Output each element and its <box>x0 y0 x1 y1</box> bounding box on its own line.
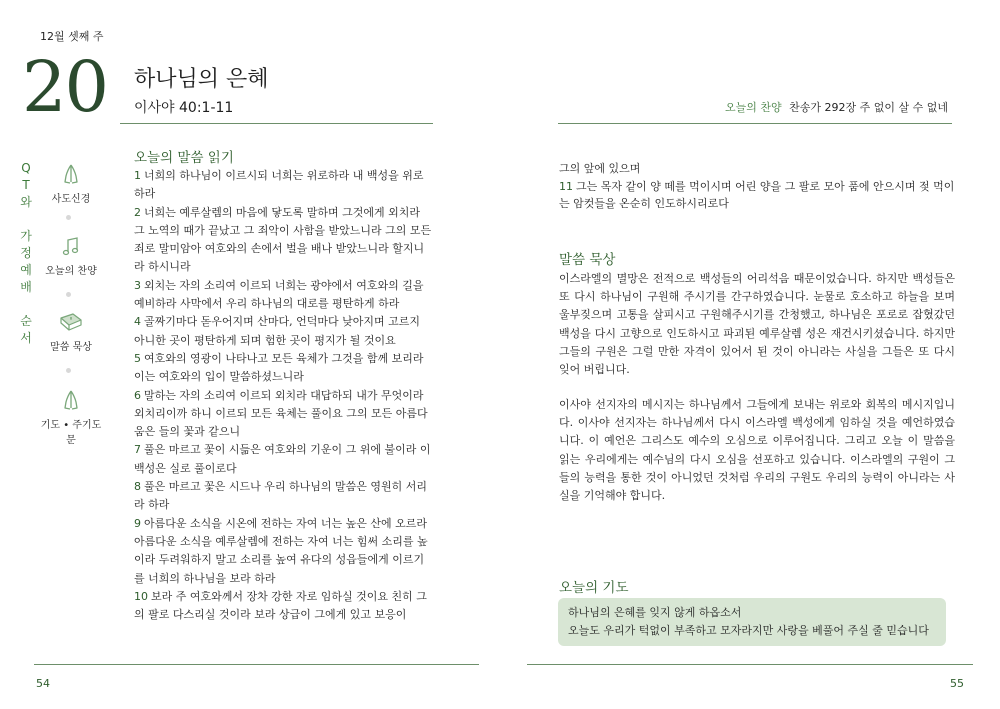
prayer-line: 오늘도 우리가 턱없이 부족하고 모자라지만 사랑을 베풀어 주실 줄 믿습니다 <box>568 624 929 637</box>
footer-divider-left <box>34 664 479 665</box>
verse-number: 4 <box>134 315 141 329</box>
sidebar-item-label: 오늘의 찬양 <box>45 266 97 277</box>
verse <box>559 178 955 213</box>
reading-heading: 오늘의 말씀 읽기 <box>134 150 234 166</box>
sidebar-item-hymn <box>36 236 106 277</box>
prayer-heading: 오늘의 기도 <box>559 580 629 596</box>
verse-text: 아름다운 소식을 시온에 전하는 자여 너는 높은 산에 오르라 아름다운 소식을 예루살렘에 전하는 자여 너는 힘써 소리를 높이라 두려워하지 말고 소리를 높여 유다의 성읍들에게 이르기를 너희의 하나님을 보라 하라 <box>134 516 428 585</box>
page-number-right: 55 <box>950 677 964 690</box>
header-divider-left <box>120 123 433 124</box>
sidebar-separator-dot <box>66 368 71 373</box>
sidebar-item-meditation <box>36 312 106 353</box>
verse-text: 그의 앞에 있으며 <box>559 162 641 175</box>
verse-text: 여호와의 영광이 나타나고 모든 육체가 그것을 함께 보리라 이는 여호와의 입이 말씀하셨느니라 <box>134 351 424 384</box>
verse <box>134 387 434 442</box>
verse <box>134 313 434 350</box>
verse-number: 6 <box>134 388 141 402</box>
verse-text: 너희의 하나님이 이르시되 너희는 위로하라 내 백성을 위로하라 <box>134 169 424 201</box>
verse <box>134 277 434 314</box>
verse-text: 너희는 예루살렘의 마음에 닿도록 말하며 그것에게 외치라 그 노역의 때가 끝났고 그 죄악이 사함을 받았느니라 그의 모든 죄로 말미암아 여호와의 손에서 벌을 배나 받았느니라 할지니라 하시니라 <box>134 205 432 274</box>
verse-number: 2 <box>134 205 141 219</box>
verse-number: 5 <box>134 351 141 365</box>
scripture-left <box>134 167 434 624</box>
sidebar-separator-dot <box>66 215 71 220</box>
verse-number: 3 <box>134 278 141 292</box>
meditation-paragraph: 이스라엘의 멸망은 전적으로 백성들의 어리석음 때문이었습니다. 하지만 백성들은 또 다시 하나님이 구원해 주시기를 간구하였습니다. 눈물로 호소하고 하늘을 보며 울부짖으며 고통을 살피시고 구원해주시기를 간청했고, 하나님은 포로로 잡혔갔던 백성을 다시 고향으로 인도하시고 파괴된 예루살렘 성은 재건시키셨습니다. 하지만 그들의 구원은 그럴 만한 자격이 있어서 된 것이 아니라는 사실을 그들은 또 다시 잊어 버립니다. <box>559 272 955 377</box>
praying-hands-icon <box>59 162 83 186</box>
sidebar-item-label: 말씀 묵상 <box>50 342 92 353</box>
verse-number: 11 <box>559 179 573 193</box>
verse <box>134 441 434 478</box>
page-number-left: 54 <box>36 677 50 690</box>
vertical-label-char: 와 <box>20 195 32 209</box>
passage-reference: 이사야 40:1-11 <box>134 100 234 116</box>
meditation-heading: 말씀 묵상 <box>559 252 616 268</box>
verse <box>134 167 434 204</box>
day-number: 20 <box>22 46 108 128</box>
verse <box>134 515 434 588</box>
vertical-label-char: 예 <box>20 263 32 277</box>
scripture-right <box>559 160 955 213</box>
verse <box>559 160 955 178</box>
verse-text: 외치는 자의 소리여 이르되 너희는 광야에서 여호와의 길을 예비하라 사막에서 우리 하나님의 대로를 평탄하게 하라 <box>134 278 424 311</box>
vertical-label-char: T <box>22 178 30 192</box>
hymn-label: 오늘의 찬양 <box>724 101 782 114</box>
verse <box>134 478 434 515</box>
verse-text: 골짜기마다 돋우어지며 산마다, 언덕마다 낮아지며 고르지 아니한 곳이 평탄하게 되며 험한 곳이 평지가 될 것이요 <box>134 315 421 347</box>
praying-hands-icon <box>59 388 83 412</box>
music-note-icon <box>59 236 83 258</box>
verse-number: 1 <box>134 169 141 182</box>
vertical-label-char <box>18 211 34 228</box>
week-label: 12월 셋째 주 <box>40 30 104 43</box>
vertical-label-char: 가 <box>20 229 32 243</box>
page-title: 하나님의 은혜 <box>134 67 269 92</box>
vertical-label-char: Q <box>21 161 31 175</box>
sidebar-item-label: 기도 • 주기도문 <box>40 420 102 446</box>
hymn-text: 찬송가 292장 주 없이 살 수 없네 <box>789 101 948 114</box>
sidebar-item-prayer <box>36 388 106 446</box>
prayer-line: 하나님의 은혜를 잊지 않게 하옵소서 <box>568 606 742 619</box>
verse-number: 9 <box>134 516 141 530</box>
verse-number: 8 <box>134 480 141 494</box>
verse-text: 보라 주 여호와께서 장차 강한 자로 임하실 것이요 친히 그의 팔로 다스리실 것이라 보라 상급이 그에게 있고 보응이 <box>134 589 427 622</box>
sidebar-separator-dot <box>66 292 71 297</box>
verse-number: 10 <box>134 589 148 603</box>
hymn-line <box>725 99 948 115</box>
sidebar-vertical-label <box>18 160 34 347</box>
verse <box>134 204 434 277</box>
verse-text: 풀은 마르고 꽃이 시듦은 여호와의 기운이 그 위에 불이라 이 백성은 실로 풀이로다 <box>134 443 431 475</box>
verse-text: 그는 목자 같이 양 떼를 먹이시며 어린 양을 그 팔로 모아 품에 안으시며 젖 먹이는 암컷들을 온순히 인도하시리로다 <box>559 179 955 210</box>
verse <box>134 350 434 387</box>
verse-text: 말하는 자의 소리여 이르되 외치라 대답하되 내가 무엇이라 외치리이까 하니 이르되 모든 육체는 풀이요 그의 모든 아름다움은 들의 꽃과 같으니 <box>134 388 428 439</box>
vertical-label-char: 배 <box>20 280 32 294</box>
prayer-box <box>558 598 946 646</box>
footer-divider-right <box>527 664 973 665</box>
sidebar-item-label: 사도신경 <box>51 194 91 205</box>
verse <box>134 588 434 625</box>
verse-text: 풀은 마르고 꽃은 시드나 우리 하나님의 말씀은 영원히 서리라 하라 <box>134 480 427 512</box>
vertical-label-char: 서 <box>20 331 32 345</box>
sidebar-item-apostles-creed <box>36 162 106 205</box>
verse-number: 7 <box>134 443 141 457</box>
vertical-label-char: 순 <box>20 314 32 328</box>
meditation-paragraph: 이사야 선지자의 메시지는 하나님께서 그들에게 보내는 위로와 회복의 메시지입니다. 이사야 선지자는 하나님께서 다시 이스라엘 백성에게 임하실 것을 예언하였습니다. 이 예언은 그리스도 예수의 오심으로 이루어집니다. 그리고 오늘 이 말씀을 읽는 우리에게는 예수님의 다시 오심을 선포하고 있습니다. 이스라엘의 구원이 그들의 능력을 통한 것이 아니었던 것처럼 우리의 구원도 우리의 능력이 아니라는 사실을 기억해야 합니다. <box>559 398 955 503</box>
bible-icon <box>58 312 84 334</box>
vertical-label-char <box>18 296 34 313</box>
vertical-label-char: 정 <box>20 246 32 260</box>
header-divider-right <box>558 123 952 124</box>
